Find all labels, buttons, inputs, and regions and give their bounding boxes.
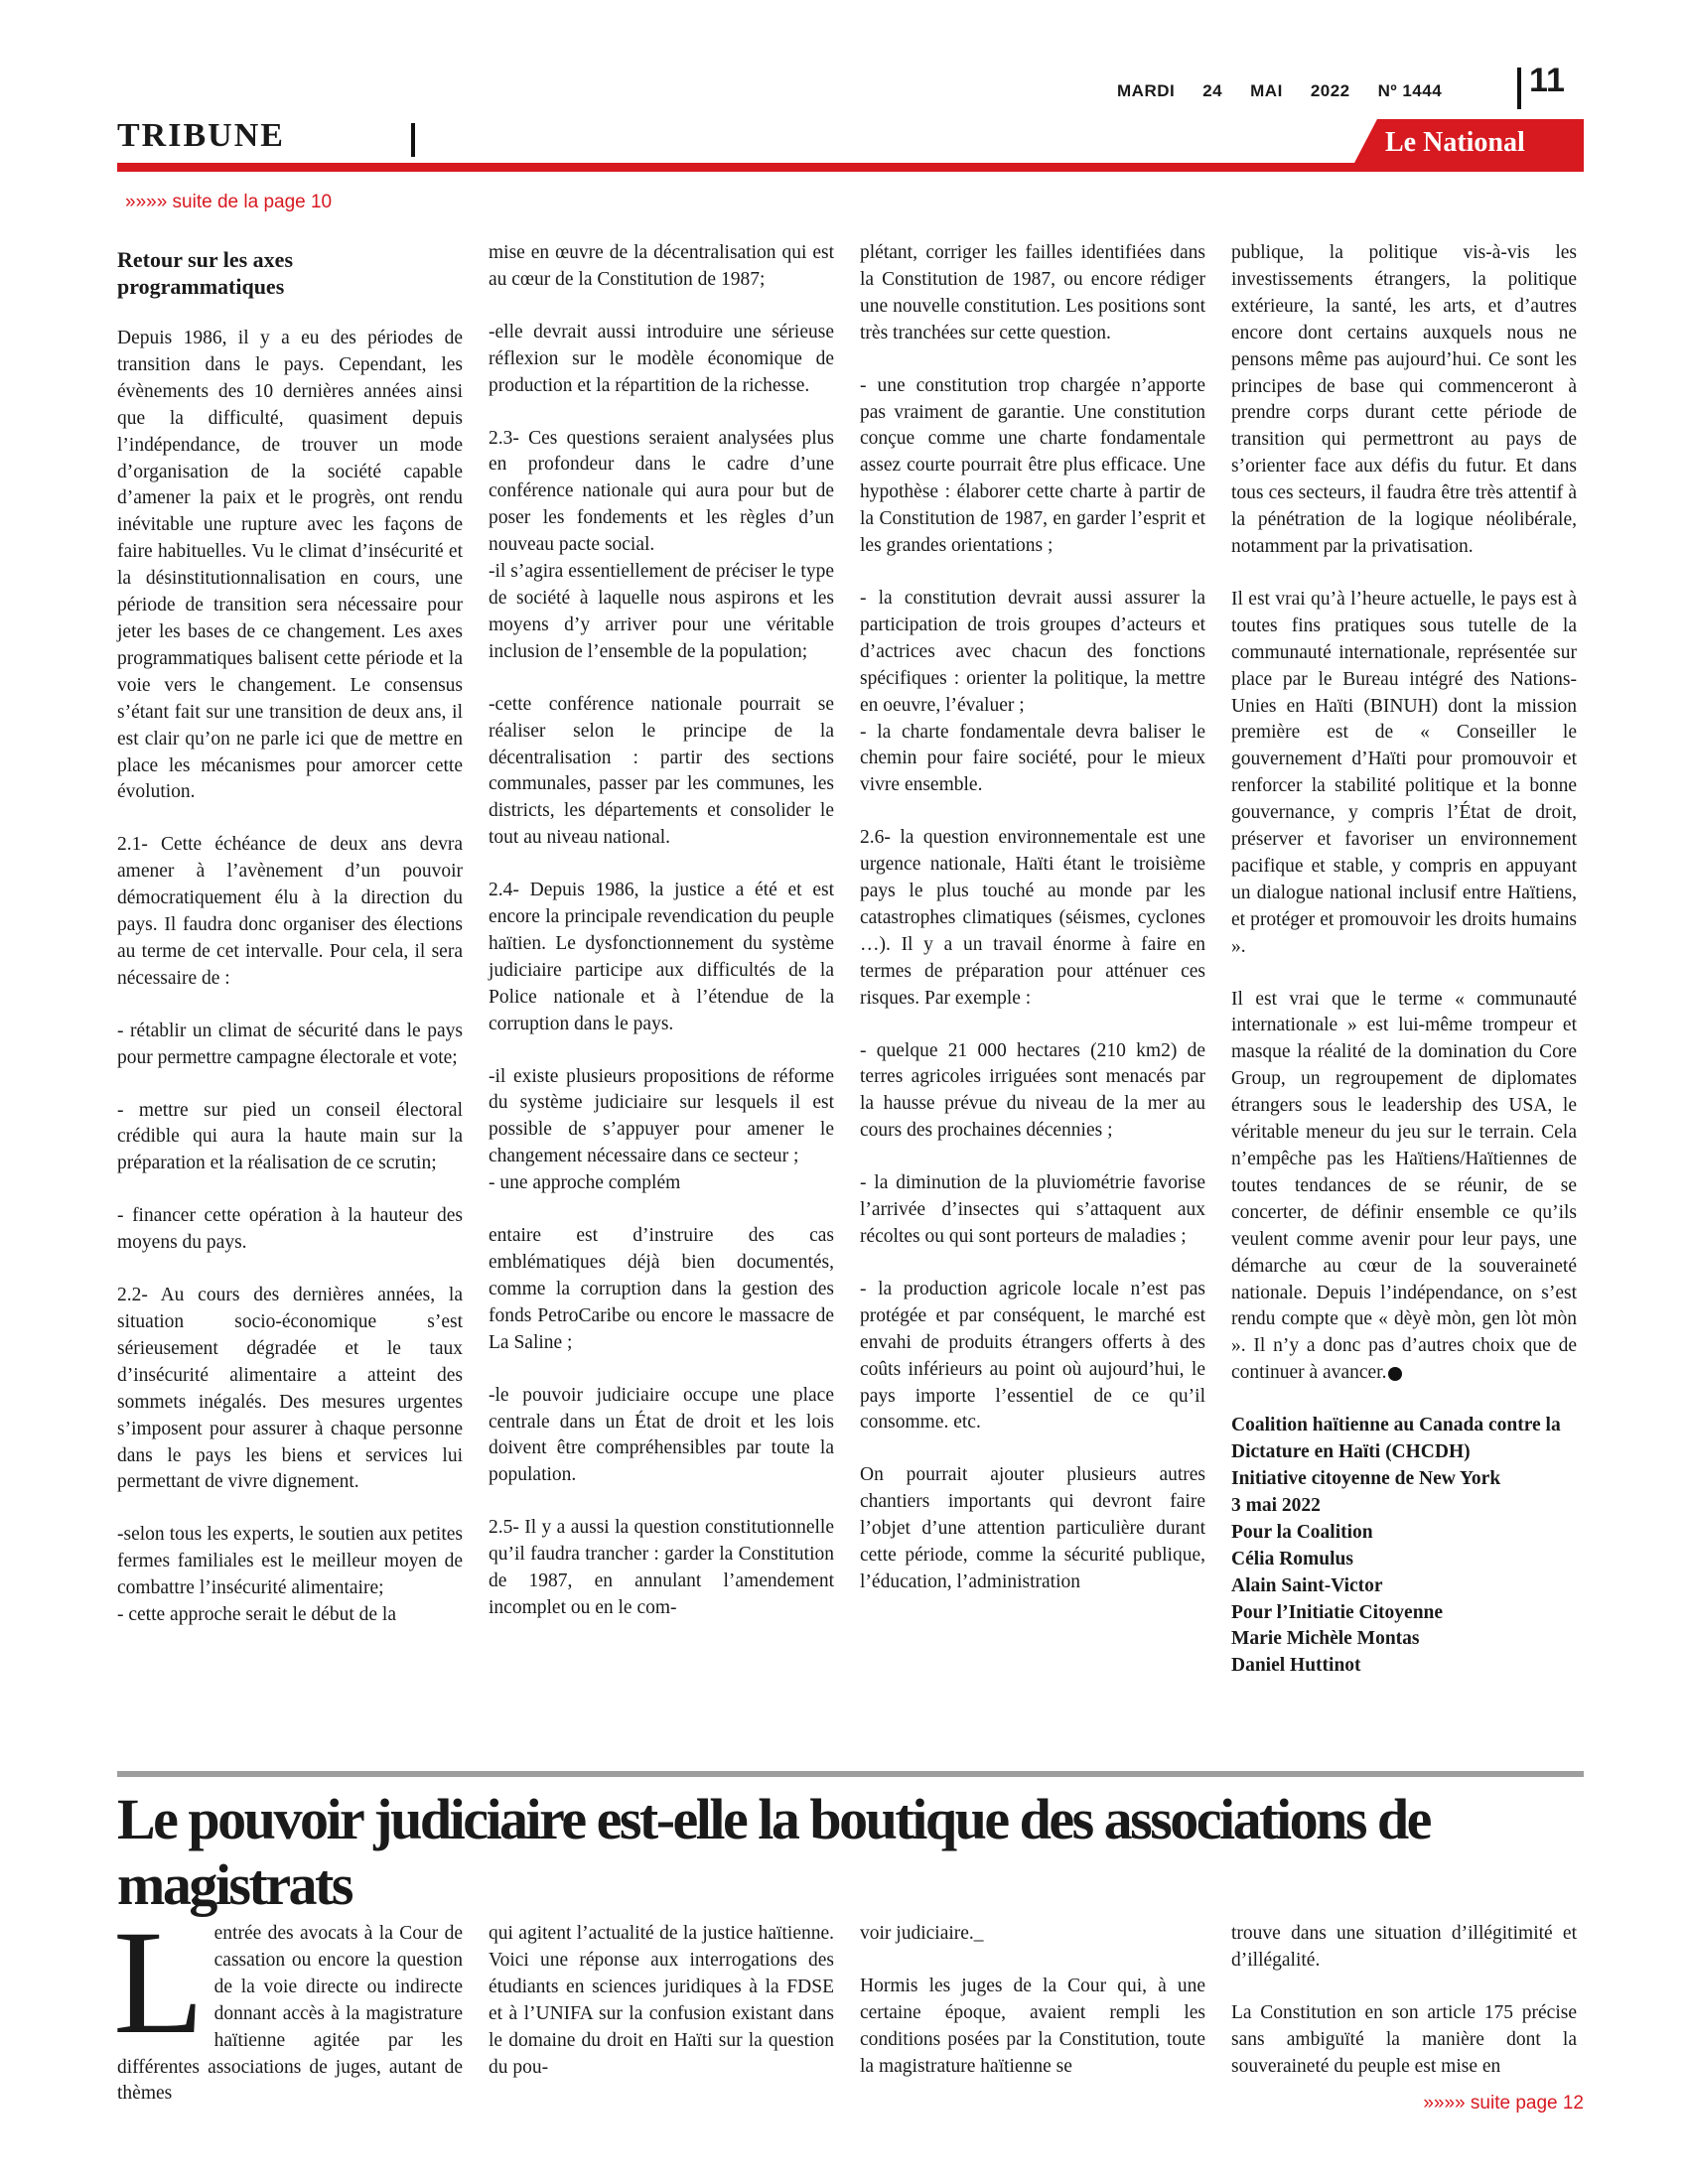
- article1-column-3: [860, 240, 1205, 1596]
- paragraph: Il est vrai qu’à l’heure actuelle, le pays est à toutes fins pratiques sous tutelle de la communauté internationale, représentée sur place par le Bureau intégré des Nations-Unies en Haïti (BINUH) dont la mission première est de « Conseiller le gouvernement d’Haïti pour promouvoir et renforcer la stabilité politique et la bonne gouvernance, y compris l’État de droit, préserver et favoriser un environnement pacifique et stable, y compris en appuyant un dialogue national inclusif entre Haïtiens, et protéger et promouvoir les droits humains ».: [1231, 588, 1577, 957]
- article1-signature: [1231, 1413, 1577, 1680]
- signature-line: Célia Romulus: [1231, 1548, 1353, 1570]
- paragraph: - cette approche serait le début de la: [117, 1604, 396, 1626]
- paragraph: 2.2- Au cours des dernières années, la situation socio-économique s’est sérieusement dégradée et le taux d’insécurité alimentaire a atteint des sommets inégalés. Des mesures urgentes s’imposent pour assurer à chaque personne dans le pays les biens et services lui permettant de vivre dignement.: [117, 1285, 463, 1493]
- paragraph: - la constitution devrait aussi assurer la participation de trois groupes d’acteurs et d’actrices avec chacun des fonctions spécifiques : orienter la politique, la mettre en oeuvre, l’évaluer ;: [860, 587, 1205, 716]
- newspaper-brand: Le National: [1385, 127, 1525, 158]
- paragraph: -cette conférence nationale pourrait se réaliser selon le principe de la décentralisation : partir des sections communales, passer par les communes, les districts, les départements et consolider le tout au niveau national.: [489, 693, 834, 849]
- article1-subhead: Retour sur les axes programmatiques: [117, 247, 294, 299]
- paragraph: 2.5- Il y a aussi la question constitutionnelle qu’il faudra trancher : garder la Constitution de 1987, en annulant l’amendement incomplet ou en le com-: [489, 1517, 834, 1618]
- paragraph: [113, 1900, 463, 2108]
- paragraph: - mettre sur pied un conseil électoral crédible qui aura la haute main sur la préparation et la réalisation de ce scrutin;: [117, 1099, 463, 1174]
- signature-line: Coalition haïtienne au Canada contre la Dictature en Haïti (CHCDH): [1231, 1415, 1561, 1463]
- paragraph: qui agitent l’actualité de la justice haïtienne. Voici une réponse aux interrogations des étudiants en sciences juridiques à la FDSE et à l’UNIFA sur la confusion existant dans le domaine du droit en Haïti sur la question du pou-: [489, 1923, 834, 2078]
- paragraph-text: Il est vrai que le terme « communauté internationale » est lui-même trompeur et masque la réalité de la domination du Core Group, un regroupement de diplomates étrangers sous le leadership des USA, le véritable meneur du jeu sur le terrain. Cela n’empêche pas les Haïtiens/Haïtiennes de toutes tendances de se réunir, de se concerter, de définir ensemble ce qu’ils veulent comme avenir pour leur pays, une démarche au cœur de la souveraineté nationale. Depuis l’indépendance, on s’est rendu compte que « dèyè mòn, gen lòt mòn ». Il n’y a donc pas d’autres choix que de continuer à avancer.: [1231, 988, 1577, 1384]
- signature-line: Marie Michèle Montas: [1231, 1628, 1420, 1650]
- paragraph: - une constitution trop chargée n’apporte pas vraiment de garantie. Une constitution conçue comme une charte fondamentale assez courte pourrait être plus efficace. Une hypothèse : élaborer cette charte à partir de la Constitution de 1987, en garder l’esprit et les grandes orientations ;: [860, 374, 1205, 557]
- signature-line: Pour la Coalition: [1231, 1521, 1373, 1543]
- issue-day: MARDI: [1117, 81, 1176, 100]
- issue-month: MAI: [1250, 81, 1283, 100]
- page-number-divider: [1517, 68, 1521, 109]
- paragraph: - rétablir un climat de sécurité dans le pays pour permettre campagne électorale et vote;: [117, 1020, 463, 1068]
- page-number: 11: [1529, 62, 1565, 99]
- paragraph: - la production agricole locale n’est pas protégée et par conséquent, le marché est envahi de produits étrangers offerts à des coûts inférieurs au point où aujourd’hui, le pays importe l’essentiel de ce qu’il consomme. etc.: [860, 1278, 1205, 1433]
- paragraph-text: entrée des avocats à la Cour de cassation ou encore la question de la voie directe ou indirecte donnant accès à la magistrature haïtienne agitée par les différentes associations de juges, autant de thèmes: [117, 1923, 463, 2105]
- paragraph: 2.6- la question environnementale est une urgence nationale, Haïti étant le troisième pays le plus touché au monde par les catastrophes climatiques (séismes, cyclones …). Il y a un travail énorme à faire en termes de préparation pour atténuer ces risques. Par exemple :: [860, 827, 1205, 1009]
- article-separator-rule: [117, 1771, 1584, 1777]
- signature-line: Pour l’Initiatie Citoyenne: [1231, 1601, 1444, 1623]
- signature-line: 3 mai 2022: [1231, 1494, 1321, 1516]
- issue-number: Nº 1444: [1377, 81, 1443, 100]
- continued-from-link[interactable]: »»»» suite de la page 10: [125, 192, 333, 212]
- issue-dateline: [1117, 81, 1514, 101]
- paragraph: La Constitution en son article 175 précise sans ambiguïté la manière dont la souveraineté du peuple est mise en: [1231, 2001, 1577, 2077]
- paragraph: Hormis les juges de la Cour qui, à une certaine époque, avaient rempli les conditions posées par la Constitution, toute la magistrature haïtienne se: [860, 1975, 1205, 2077]
- paragraph: plétant, corriger les failles identifiées dans la Constitution de 1987, ou encore rédiger une nouvelle constitution. Les positions sont très tranchées sur cette question.: [860, 242, 1205, 343]
- signature-line: Initiative citoyenne de New York: [1231, 1467, 1501, 1489]
- paragraph: 2.1- Cette échéance de deux ans devra amener à l’avènement d’un pouvoir démocratiquement élu à la direction du pays. Il faudra donc organiser des élections au terme de cet intervalle. Pour cela, il sera nécessaire de :: [117, 834, 463, 989]
- signature-line: Alain Saint-Victor: [1231, 1574, 1383, 1596]
- paragraph: - la charte fondamentale devra baliser le chemin pour faire société, pour le mieux vivre ensemble.: [860, 721, 1205, 796]
- article2-column-3: [860, 1921, 1205, 2107]
- article1-column-2: [489, 240, 834, 1622]
- paragraph: - la diminution de la pluviométrie favorise l’arrivée d’insectes qui s’attaquent aux récoltes ou qui sont porteurs de maladies ;: [860, 1172, 1205, 1247]
- paragraph: -il s’agira essentiellement de préciser le type de société à laquelle nous aspirons et les moyens d’y arriver pour une véritable inclusion de l’ensemble de la population;: [489, 561, 834, 662]
- paragraph: publique, la politique vis-à-vis les investissements étrangers, la politique extérieure, la santé, les arts, et d’autres encore dont certains auxquels nous ne pensons même pas aujourd’hui. Ce sont les principes de base qui commenceront à prendre corps durant cette période de transition qui permettront au pays de s’orienter face aux défis du futur. Et dans tous ces secteurs, il faudra être très attentif à la pénétration de la logique néolibérale, notamment par la privatisation.: [1231, 242, 1577, 557]
- paragraph: voir judiciaire._: [860, 1923, 984, 1944]
- paragraph: - quelque 21 000 hectares (210 km2) de terres agricoles irriguées sont menacés par la hausse prévue du niveau de la mer au cours des prochaines décennies ;: [860, 1039, 1205, 1142]
- article1-column-1: [117, 240, 463, 1629]
- paragraph: trouve dans une situation d’illégitimité et d’illégalité.: [1231, 1923, 1577, 1971]
- article1-column-4: [1231, 240, 1577, 1680]
- article2-headline: Le pouvoir judiciaire est-elle la boutique des associations de magistrats: [117, 1787, 1430, 1917]
- paragraph: -selon tous les experts, le soutien aux petites fermes familiales est le meilleur moyen de combattre l’insécurité alimentaire;: [117, 1524, 463, 1599]
- paragraph: mise en œuvre de la décentralisation qui est au cœur de la Constitution de 1987;: [489, 242, 834, 290]
- paragraph: Depuis 1986, il y a eu des périodes de transition dans le pays. Cependant, les évènements des 10 dernières années ainsi que la difficulté, quasiment depuis l’indépendance, de trouver un mode d’organisation de la société capable d’amener la paix et le progrès, ont rendu inévitable une rupture avec les façons de faire habituelles. Vu le climat d’insécurité et la désinstitutionnalisation en cours, une période de transition sera nécessaire pour jeter les bases de ce changement. Les axes programmatiques balisent cette période et la voie vers le changement. Le consensus s’étant fait sur une transition de deux ans, il est clair qu’on ne parle ici que de mettre en place les mécanismes pour amorcer cette évolution.: [117, 328, 463, 803]
- issue-year: 2022: [1310, 81, 1350, 100]
- paragraph: -elle devrait aussi introduire une sérieuse réflexion sur le modèle économique de production et la répartition de la richesse.: [489, 321, 834, 396]
- paragraph: 2.4- Depuis 1986, la justice a été et est encore la principale revendication du peuple haïtien. Le dysfonctionnement du système judiciaire participe aux difficultés de la Police nationale et à l’étendue de la corruption dans le pays.: [489, 880, 834, 1034]
- header-rule: [117, 163, 1584, 172]
- paragraph: entaire est d’instruire des cas emblématiques déjà bien documentés, comme la corruption dans la gestion des fonds PetroCaribe ou encore le massacre de La Saline ;: [489, 1225, 834, 1353]
- section-title: TRIBUNE: [117, 117, 285, 154]
- paragraph: [1231, 987, 1577, 1388]
- article2-column-4: [1231, 1921, 1577, 2107]
- paragraph: - une approche complém: [489, 1172, 681, 1194]
- article2-column-2: [489, 1921, 834, 2107]
- signature-line: Daniel Huttinot: [1231, 1655, 1361, 1677]
- continued-to-link[interactable]: »»»» suite page 12: [1423, 2093, 1584, 2114]
- paragraph: 2.3- Ces questions seraient analysées plus en profondeur dans le cadre d’une conférence nationale qui aura pour but de poser les fondements et les règles d’un nouveau pacte social.: [489, 427, 834, 556]
- paragraph: -il existe plusieurs propositions de réforme du système judiciaire sur lesquels il est possible de s’appuyer pour amener le changement nécessaire dans ce secteur ;: [489, 1065, 834, 1167]
- paragraph: On pourrait ajouter plusieurs autres chantiers importants qui devront faire l’objet d’une attention particulière durant cette période, comme la sécurité publique, l’éducation, l’administration: [860, 1464, 1205, 1592]
- section-divider: [411, 123, 415, 157]
- dropcap: L: [113, 1900, 205, 2065]
- article2-column-1: [113, 1900, 463, 2133]
- issue-date: 24: [1202, 81, 1223, 100]
- end-of-article-icon: [1388, 1367, 1402, 1381]
- paragraph: -le pouvoir judiciaire occupe une place centrale dans un État de droit et les lois doivent être compréhensibles par toute la population.: [489, 1384, 834, 1486]
- paragraph: - financer cette opération à la hauteur des moyens du pays.: [117, 1205, 463, 1254]
